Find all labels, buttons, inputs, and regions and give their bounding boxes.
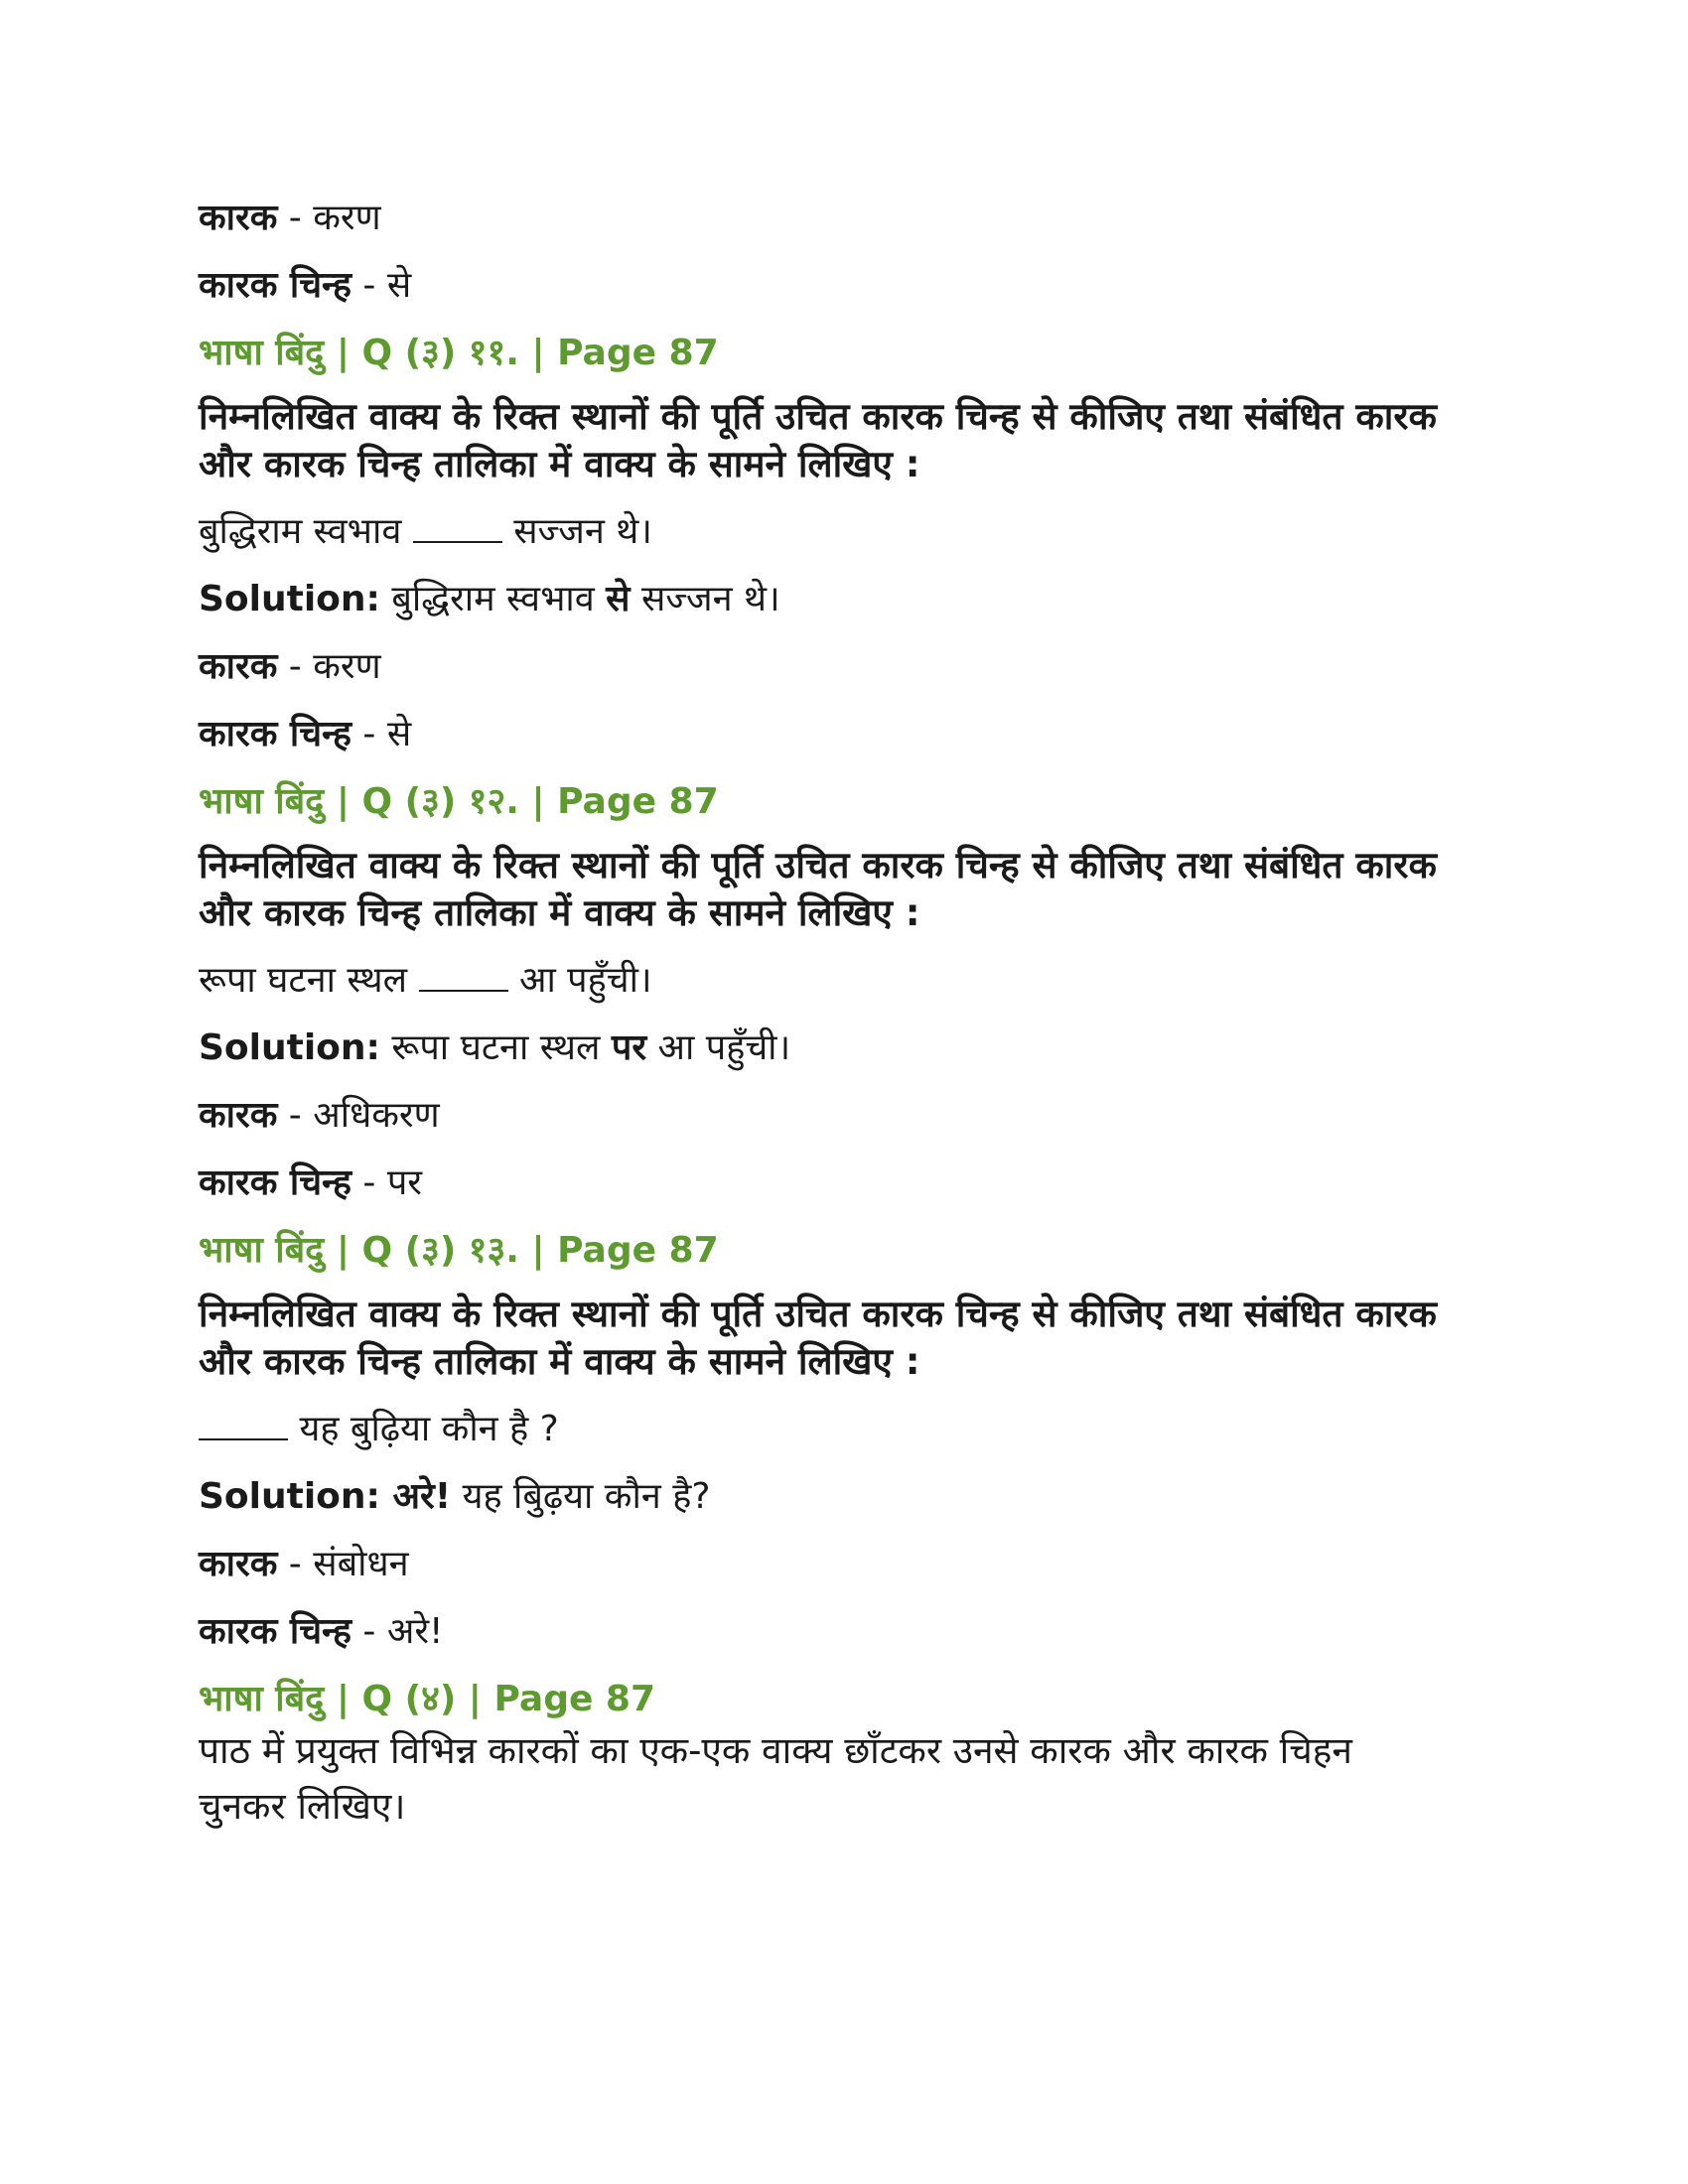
question-text: पाठ में प्रयुक्त विभिन्न कारकों का एक-एक वाक्य छाँटकर उनसे कारक और कारक चिहन चुनकर लिखिए। bbox=[199, 1729, 1352, 1828]
solution-line: Solution: बुद्धिराम स्वभाव से सज्जन थे। bbox=[199, 579, 780, 619]
question-heading: भाषा बिंदु | Q (३) १३. | Page 87 bbox=[199, 1230, 719, 1271]
karak-line bbox=[199, 1092, 1450, 1140]
solution-label: Solution: bbox=[199, 1027, 380, 1068]
question-text: निम्नलिखित वाक्य के रिक्त स्थानों की पूर्ति उचित कारक चिन्ह से कीजिए तथा संबंधित कारक और कारक चिन्ह तालिका में वाक्य के सामने लिखिए : bbox=[199, 1293, 1437, 1383]
blank-sentence: बुद्धिराम स्वभाव सज्जन थे। bbox=[199, 511, 652, 552]
karak-chinh-line bbox=[199, 711, 1450, 758]
karak-label: कारक bbox=[199, 1095, 278, 1136]
question-heading: भाषा बिंदु | Q (३) १२. | Page 87 bbox=[199, 781, 719, 822]
karak-value: - करण bbox=[277, 198, 381, 238]
karak-line bbox=[199, 1541, 1450, 1588]
blank-sentence: यह बुढ़िया कौन है ? bbox=[199, 1406, 1450, 1453]
karak-value: - करण bbox=[277, 646, 381, 687]
karak-value: - अधिकरण bbox=[277, 1095, 440, 1136]
question-section-4 bbox=[199, 1676, 1450, 1835]
solution-answer: पर bbox=[611, 1027, 647, 1068]
karak-chinh-value: - से bbox=[351, 714, 412, 754]
karak-chinh-value: - पर bbox=[351, 1162, 423, 1203]
question-section-11 bbox=[199, 330, 1450, 758]
solution-line: Solution: अरे! यह बुिढ़या कौन है? bbox=[199, 1476, 711, 1517]
question-text: निम्नलिखित वाक्य के रिक्त स्थानों की पूर्ति उचित कारक चिन्ह से कीजिए तथा संबंधित कारक और कारक चिन्ह तालिका में वाक्य के सामने लिखिए : bbox=[199, 844, 1437, 934]
blank-line bbox=[419, 960, 508, 992]
karak-chinh-line bbox=[199, 262, 1450, 310]
karak-chinh-line bbox=[199, 1160, 1450, 1207]
question-heading: भाषा बिंदु | Q (४) | Page 87 bbox=[199, 1679, 656, 1719]
solution-answer: से bbox=[606, 579, 631, 619]
karak-chinh-label: कारक चिन्ह bbox=[199, 714, 352, 754]
karak-chinh-value: - अरे! bbox=[351, 1611, 444, 1652]
karak-label: कारक bbox=[199, 1544, 278, 1584]
karak-line bbox=[199, 643, 1450, 691]
blank-line bbox=[199, 1409, 288, 1440]
solution-line: Solution: रूपा घटना स्थल पर आ पहुँची। bbox=[199, 1027, 791, 1068]
question-heading: भाषा बिंदु | Q (३) ११. | Page 87 bbox=[199, 333, 719, 373]
karak-chinh-value: - से bbox=[351, 265, 412, 306]
question-section-12 bbox=[199, 778, 1450, 1207]
question-section-13 bbox=[199, 1227, 1450, 1656]
karak-chinh-label: कारक चिन्ह bbox=[199, 1611, 352, 1652]
blank-sentence: रूपा घटना स्थल आ पहुँची। bbox=[199, 960, 652, 1001]
solution-answer: अरे! bbox=[379, 1476, 452, 1517]
question-text: निम्नलिखित वाक्य के रिक्त स्थानों की पूर्ति उचित कारक चिन्ह से कीजिए तथा संबंधित कारक और कारक चिन्ह तालिका में वाक्य के सामने लिखिए : bbox=[199, 395, 1437, 485]
karak-label: कारक bbox=[199, 198, 278, 238]
karak-chinh-label: कारक चिन्ह bbox=[199, 1162, 352, 1203]
karak-chinh-label: कारक चिन्ह bbox=[199, 265, 352, 306]
blank-line bbox=[413, 511, 502, 543]
karak-line bbox=[199, 195, 1450, 242]
karak-value: - संबोधन bbox=[277, 1544, 409, 1584]
solution-label: Solution: bbox=[199, 579, 380, 619]
karak-label: कारक bbox=[199, 646, 278, 687]
solution-label: Solution: bbox=[199, 1476, 380, 1517]
karak-chinh-line bbox=[199, 1608, 1450, 1656]
